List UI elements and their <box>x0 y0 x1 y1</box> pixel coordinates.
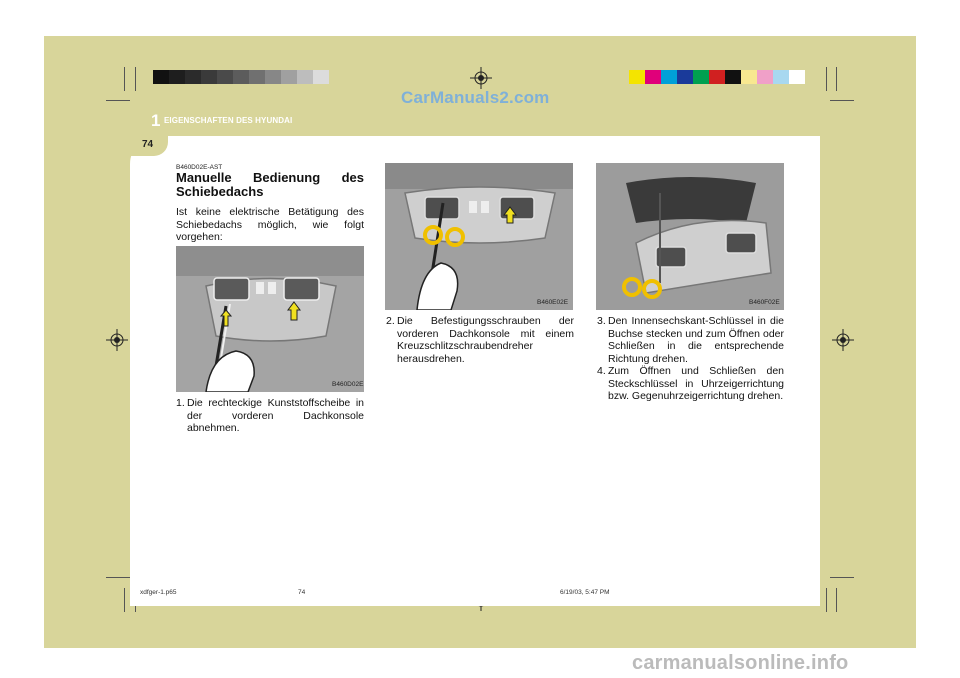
step-1 <box>176 397 364 435</box>
step-1-text: Die rechteckige Kunststoffscheibe in der vorderen Dachkonsole abnehmen. <box>187 397 364 434</box>
page-number: 74 <box>142 139 154 150</box>
watermark[interactable]: CarManuals2.com <box>401 88 550 107</box>
step-2 <box>386 315 574 365</box>
registration-mark-top-icon <box>470 67 492 89</box>
registration-mark-left-icon <box>106 329 128 351</box>
color-swatch-6 <box>725 70 741 84</box>
color-swatch-7 <box>741 70 757 84</box>
gray-swatch-0 <box>153 70 169 84</box>
footer-file: xdfger-1.p65 <box>140 589 177 596</box>
color-swatch-2 <box>661 70 677 84</box>
color-swatch-4 <box>693 70 709 84</box>
gray-swatch-1 <box>169 70 185 84</box>
intro-text: Ist keine elektrische Betätigung des Schiebedachs möglich, wie folgt vorgehen: <box>176 206 364 243</box>
color-swatch-1 <box>645 70 661 84</box>
gray-swatch-9 <box>297 70 313 84</box>
step-3-text: Den Innensechskant-Schlüssel in die Buchse stecken und zum Öffnen oder Schließen in die entsprechende Richtung drehen. <box>608 315 784 365</box>
gray-swatch-5 <box>233 70 249 84</box>
figure-illustration-1 <box>176 246 364 392</box>
step-3 <box>597 315 784 365</box>
step-3-number: 3. <box>597 315 606 327</box>
color-swatch-5 <box>709 70 725 84</box>
color-bar <box>629 70 805 84</box>
figure-label-2: B460E02E <box>537 299 569 306</box>
figure-roof-console-cover <box>176 246 364 392</box>
color-swatch-3 <box>677 70 693 84</box>
step-4 <box>597 365 784 403</box>
figure-illustration-2 <box>385 163 573 310</box>
gray-swatch-8 <box>281 70 297 84</box>
figure-illustration-3 <box>596 163 784 310</box>
grayscale-bar <box>153 70 329 84</box>
gray-swatch-3 <box>201 70 217 84</box>
gray-swatch-10 <box>313 70 329 84</box>
section-heading-line1: Manuelle Bedienung des <box>176 170 364 185</box>
figure-console-screws <box>385 163 573 310</box>
color-swatch-9 <box>773 70 789 84</box>
figure-label-3: B460F02E <box>749 299 780 306</box>
section-code: B460D02E-AST <box>176 164 223 171</box>
gray-swatch-7 <box>265 70 281 84</box>
figure-hex-key <box>596 163 784 310</box>
gray-swatch-6 <box>249 70 265 84</box>
color-swatch-0 <box>629 70 645 84</box>
color-swatch-8 <box>757 70 773 84</box>
step-4-number: 4. <box>597 365 606 377</box>
gray-swatch-2 <box>185 70 201 84</box>
section-heading-line2: Schiebedachs <box>176 184 264 199</box>
step-2-text: Die Befestigungsschrauben der vorderen Dachkonsole mit einem Kreuzschlitzschraubendreher herausdrehen. <box>397 315 574 365</box>
step-1-number: 1. <box>176 397 185 409</box>
footer-site-link[interactable]: carmanualsonline.info <box>632 652 849 674</box>
gray-swatch-4 <box>217 70 233 84</box>
step-2-number: 2. <box>386 315 395 327</box>
chapter-title: EIGENSCHAFTEN DES HYUNDAI <box>164 116 293 125</box>
step-4-text: Zum Öffnen und Schließen den Steckschlüssel in Uhrzeigerrichtung bzw. Gegenuhrzeigerrichtung drehen. <box>608 365 784 402</box>
color-swatch-10 <box>789 70 805 84</box>
footer-date: 6/19/03, 5:47 PM <box>560 589 610 596</box>
registration-mark-right-icon <box>832 329 854 351</box>
figure-label-1: B460D02E <box>332 381 364 388</box>
chapter-number: 1 <box>151 111 161 130</box>
footer-page: 74 <box>298 589 306 596</box>
